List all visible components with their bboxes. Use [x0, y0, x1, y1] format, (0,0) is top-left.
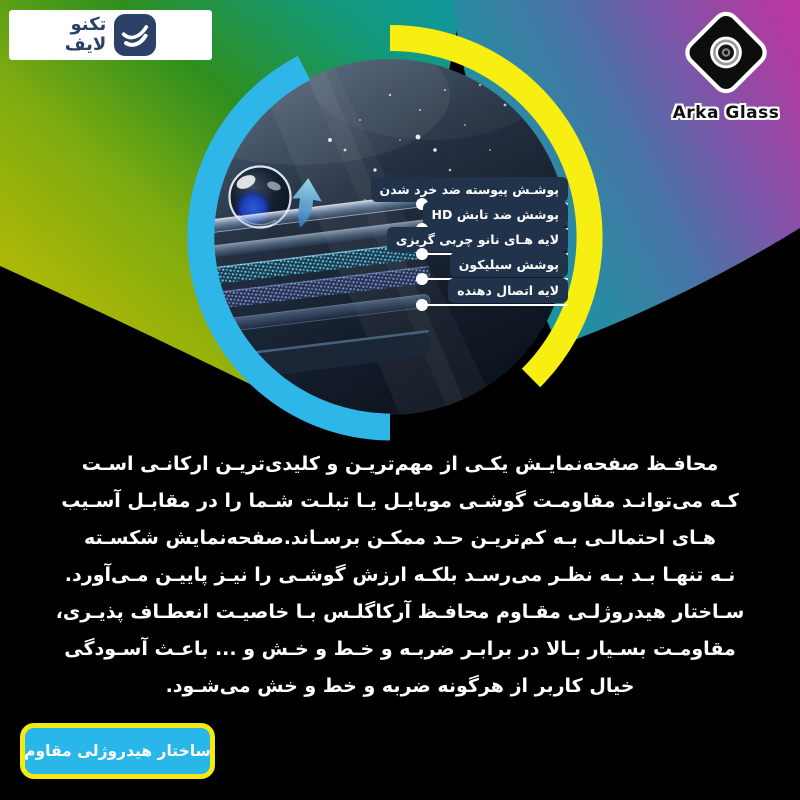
technolife-swoosh-icon [114, 14, 156, 56]
layer-label-text: پوشش سیلیکون [458, 257, 559, 272]
label-connector-line [423, 304, 568, 306]
paragraph-line: هـای احتمالـی بـه کم‌تریـن حـد ممکـن برسـاند.صفحه‌نمایش شکسـته [84, 527, 716, 549]
technolife-name-line1: تکنو [70, 14, 107, 35]
hydrogel-structure-badge[interactable]: ساختار هیدروژلی مقاوم [20, 723, 215, 779]
layer-label-pill [450, 252, 568, 277]
paragraph-line: نـه تنهـا بـد بـه نظـر می‌رسـد بلکـه ارزش گوشـی را نیـز پاییـن مـی‌آورد. [64, 564, 736, 586]
technolife-name [65, 15, 107, 55]
layer-label-pill [387, 227, 568, 252]
paragraph-line: خیال کاربر از هرگونه ضربه و خط و خش می‌شـود. [165, 675, 635, 697]
paragraph-line: سـاختار هیدروژلـی مقـاوم محافـظ آرکاگلـس بـا خاصیـت انعطـاف پذیـری، [55, 601, 745, 623]
label-connector-dot [416, 299, 428, 311]
paragraph-line: محافـظ صفحه‌نمایـش یکـی از مهم‌تریـن و کلیدی‌تریـن ارکانـی اسـت [81, 453, 719, 475]
label-connector-dot [416, 273, 428, 285]
layer-label-pill [448, 278, 568, 303]
layer-label-text: لایه اتصال دهنده [457, 283, 559, 298]
description-paragraph [20, 446, 780, 705]
paragraph-line: مقاومـت بسـیار بـالا در برابـر ضربـه و خـط و خـش و ... باعـث آسـودگی [64, 638, 736, 660]
layer-label-text: پوشـش پیوسته ضد خرد شدن [379, 182, 559, 197]
technolife-logo [9, 10, 212, 60]
arkaglass-logo [660, 8, 792, 123]
layer-label-text: پوشش ضد تابش HD [431, 207, 559, 222]
layer-label-text: لایه هـای نانو چربی گریزی [395, 232, 559, 247]
arkaglass-diamond-eye-icon [671, 8, 781, 98]
layer-label-pill [423, 202, 568, 227]
layer-label-pill [371, 177, 568, 202]
label-connector-dot [416, 248, 428, 260]
arkaglass-name: Arka Glass [672, 103, 780, 123]
technolife-name-line2: لایف [64, 34, 107, 55]
paragraph-line: کـه می‌توانـد مقاومـت گوشـی موبایـل یـا تبلـت شـما را در مقابـل آسـیب [61, 490, 739, 512]
